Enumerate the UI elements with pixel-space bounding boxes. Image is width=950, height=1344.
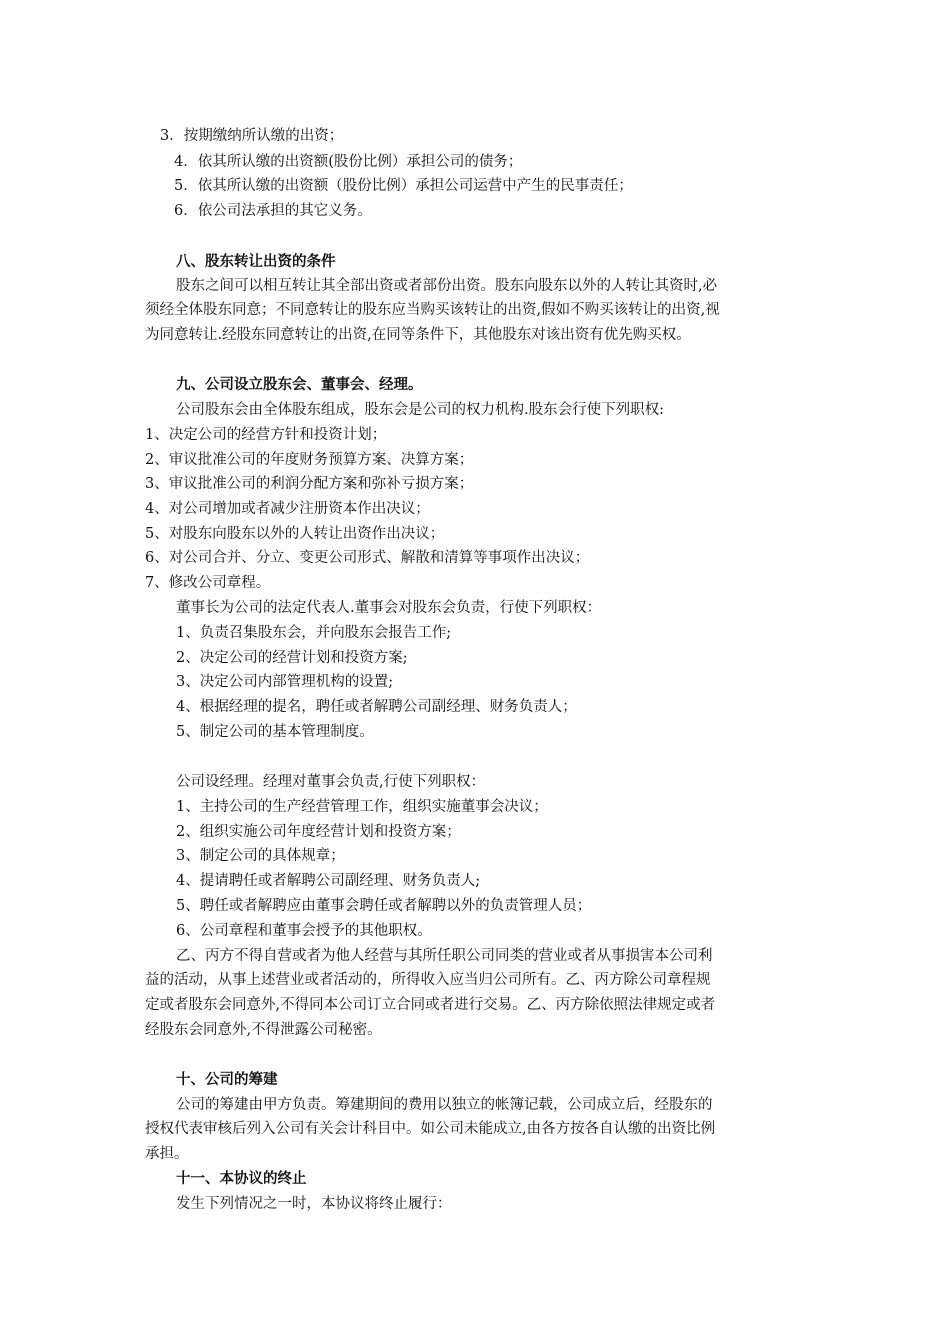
section-8-para-line-3: 为同意转让.经股东同意转让的出资,在同等条件下，其他股东对该出资有优先购买权。 (145, 327, 691, 343)
manager-power-2: 2、组织实施公司年度经营计划和投资方案； (176, 824, 461, 840)
board-power-2: 2、决定公司的经营计划和投资方案; (176, 650, 408, 666)
shareholder-power-6: 6、对公司合并、分立、变更公司形式、解散和清算等事项作出决议； (145, 550, 590, 566)
section-10-para-line-1: 公司的筹建由甲方负责。筹建期间的费用以独立的帐簿记载，公司成立后，经股东的 (176, 1097, 713, 1113)
board-power-4: 4、根据经理的提名，聘任或者解聘公司副经理、财务负责人； (176, 699, 577, 715)
board-power-3: 3、决定公司内部管理机构的设置; (176, 674, 394, 690)
noncompete-line-3: 定或者股东会同意外,不得同本公司订立合同或者进行交易。乙、丙方除依照法律规定或者 (145, 997, 716, 1013)
board-power-1: 1、负责召集股东会，并向股东会报告工作; (176, 625, 452, 641)
noncompete-line-1: 乙、丙方不得自营或者为他人经营与其所任职公司同类的营业或者从事损害本公司利 (176, 948, 713, 964)
section-11-intro: 发生下列情况之一时，本协议将终止履行： (176, 1196, 452, 1212)
shareholder-power-3: 3、审议批准公司的利润分配方案和弥补亏损方案； (145, 476, 474, 492)
noncompete-line-2: 益的活动，从事上述营业或者活动的，所得收入应当归公司所有。乙、丙方除公司章程规 (145, 972, 711, 988)
section-10-para-line-2: 授权代表审核后列入公司有关会计科目中。如公司未能成立,由各方按各自认缴的出资比例 (145, 1121, 716, 1137)
manager-power-5: 5、聘任或者解聘应由董事会聘任或者解聘以外的负责管理人员； (176, 898, 592, 914)
shareholder-power-5: 5、对股东向股东以外的人转让出资作出决议； (145, 526, 445, 542)
board-intro: 董事长为公司的法定代表人.董事会对股东会负责，行使下列职权： (176, 600, 602, 616)
shareholder-power-4: 4、对公司增加或者减少注册资本作出决议； (145, 501, 430, 517)
shareholder-power-7: 7、修改公司章程。 (145, 575, 271, 591)
obligation-6: 6．依公司法承担的其它义务。 (174, 203, 372, 219)
section-8-para-line-2: 须经全体股东同意；不同意转让的股东应当购买该转让的出资,假如不购买该转让的出资,视 (145, 302, 720, 318)
obligation-5: 5．依其所认缴的出资额（股份比例）承担公司运营中产生的民事责任； (174, 178, 633, 194)
manager-power-1: 1、主持公司的生产经营管理工作，组织实施董事会决议； (176, 799, 548, 815)
shareholders-meeting-intro: 公司股东会由全体股东组成，股东会是公司的权力机构.股东会行使下列职权: (176, 402, 664, 418)
board-power-5: 5、制定公司的基本管理制度。 (176, 724, 374, 740)
shareholder-power-1: 1、决定公司的经营方针和投资计划； (145, 427, 387, 443)
section-11-heading: 十一、本协议的终止 (176, 1170, 307, 1187)
section-8-heading: 八、股东转让出资的条件 (176, 253, 336, 270)
section-10-para-line-3: 承担。 (145, 1146, 189, 1162)
manager-power-3: 3、制定公司的具体规章； (176, 848, 345, 864)
shareholder-power-2: 2、审议批准公司的年度财务预算方案、决算方案； (145, 452, 474, 468)
section-8-para-line-1: 股东之间可以相互转让其全部出资或者部份出资。股东向股东以外的人转让其资时,必 (176, 278, 718, 294)
section-9-heading: 九、公司设立股东会、董事会、经理。 (176, 376, 423, 393)
manager-power-4: 4、提请聘任或者解聘公司副经理、财务负责人; (176, 873, 481, 889)
manager-intro: 公司设经理。经理对董事会负责,行使下列职权： (176, 774, 486, 790)
obligation-4: 4．依其所认缴的出资额(股份比例）承担公司的债务； (174, 154, 523, 170)
manager-power-6: 6、公司章程和董事会授予的其他职权。 (176, 923, 432, 939)
obligation-3: 3．按期缴纳所认缴的出资； (160, 128, 344, 144)
noncompete-line-4: 经股东会同意外,不得泄露公司秘密。 (145, 1022, 382, 1038)
section-10-heading: 十、公司的筹建 (176, 1071, 278, 1088)
